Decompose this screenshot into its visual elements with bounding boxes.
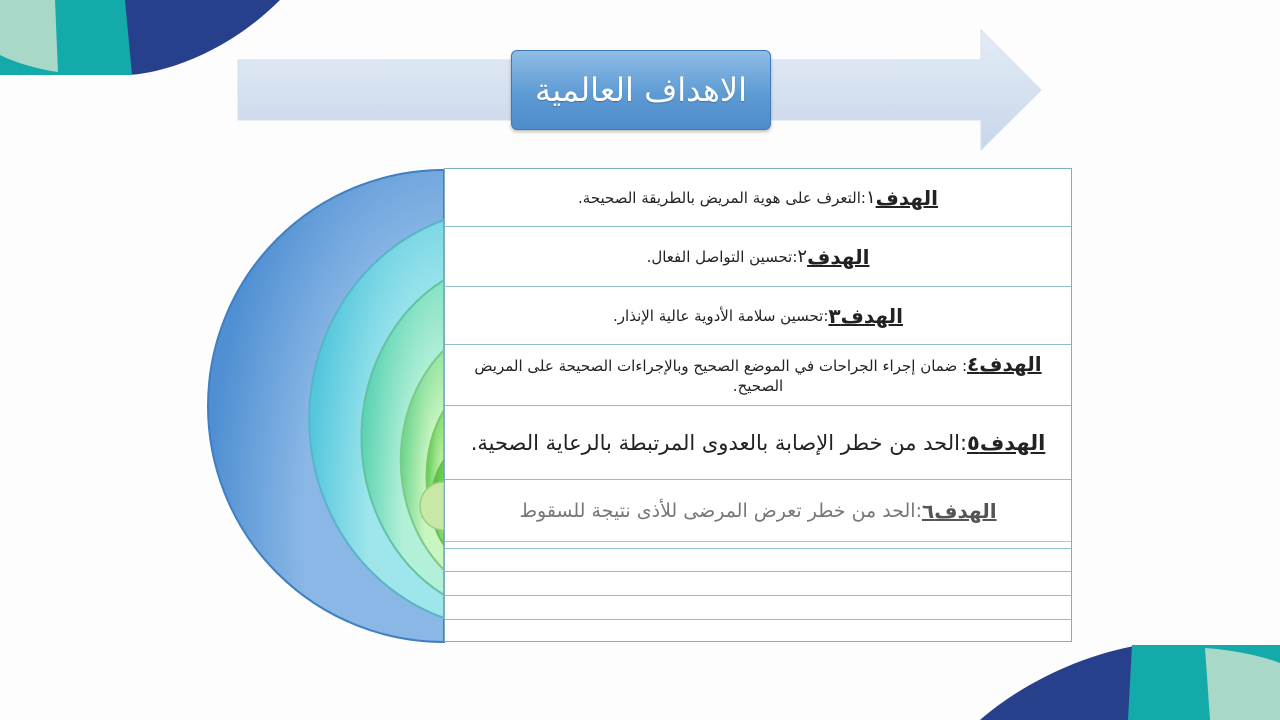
empty-row xyxy=(445,542,1071,549)
goal-row-1 xyxy=(445,169,1071,227)
goal-number: ٢ xyxy=(797,246,808,267)
empty-row xyxy=(445,596,1071,620)
goal-number: ٣ xyxy=(828,303,841,328)
goal-row-4 xyxy=(445,345,1071,406)
goal-separator: : xyxy=(915,499,922,522)
goal-text: تحسين سلامة الأدوية عالية الإنذار. xyxy=(613,306,824,325)
goal-text: الحد من خطر تعرض المرضى للأذى نتيجة للسقوط xyxy=(519,499,916,522)
page-title: الاهداف العالمية xyxy=(535,71,747,109)
goal-text: الحد من خطر الإصابة بالعدوى المرتبطة بالرعاية الصحية. xyxy=(470,430,960,455)
goal-separator: : xyxy=(792,247,798,266)
goal-separator: : xyxy=(823,306,829,325)
goal-label: الهدف xyxy=(840,303,903,328)
goal-separator: : xyxy=(959,430,968,455)
goal-text: تحسين التواصل الفعال. xyxy=(646,247,793,266)
goal-text: ضمان إجراء الجراحات في الموضع الصحيح وبالإجراءات الصحيحة على المريض الصحيح. xyxy=(474,357,962,395)
goal-separator: : xyxy=(961,357,968,375)
empty-row xyxy=(445,572,1071,596)
goals-table xyxy=(444,168,1072,642)
goal-number: ١ xyxy=(865,187,876,208)
empty-row xyxy=(445,549,1071,572)
goal-separator: : xyxy=(860,188,866,207)
goal-row-6 xyxy=(445,480,1071,542)
goal-label: الهدف xyxy=(979,352,1042,376)
goal-label: الهدف xyxy=(979,430,1046,455)
goal-row-3 xyxy=(445,287,1071,345)
title-box xyxy=(511,50,771,130)
concentric-arcs-graphic xyxy=(200,160,460,660)
goal-label: الهدف xyxy=(934,498,997,523)
goal-number: ٦ xyxy=(922,498,935,523)
decor-corner-bottom-right xyxy=(980,645,1280,720)
goal-number: ٤ xyxy=(967,352,980,376)
goal-row-2 xyxy=(445,227,1071,287)
goal-row-5 xyxy=(445,406,1071,480)
goal-text: التعرف على هوية المريض بالطريقة الصحيحة. xyxy=(578,188,861,207)
goal-label: الهدف xyxy=(875,185,938,210)
goal-label: الهدف xyxy=(807,244,870,269)
goal-number: ٥ xyxy=(967,430,980,455)
